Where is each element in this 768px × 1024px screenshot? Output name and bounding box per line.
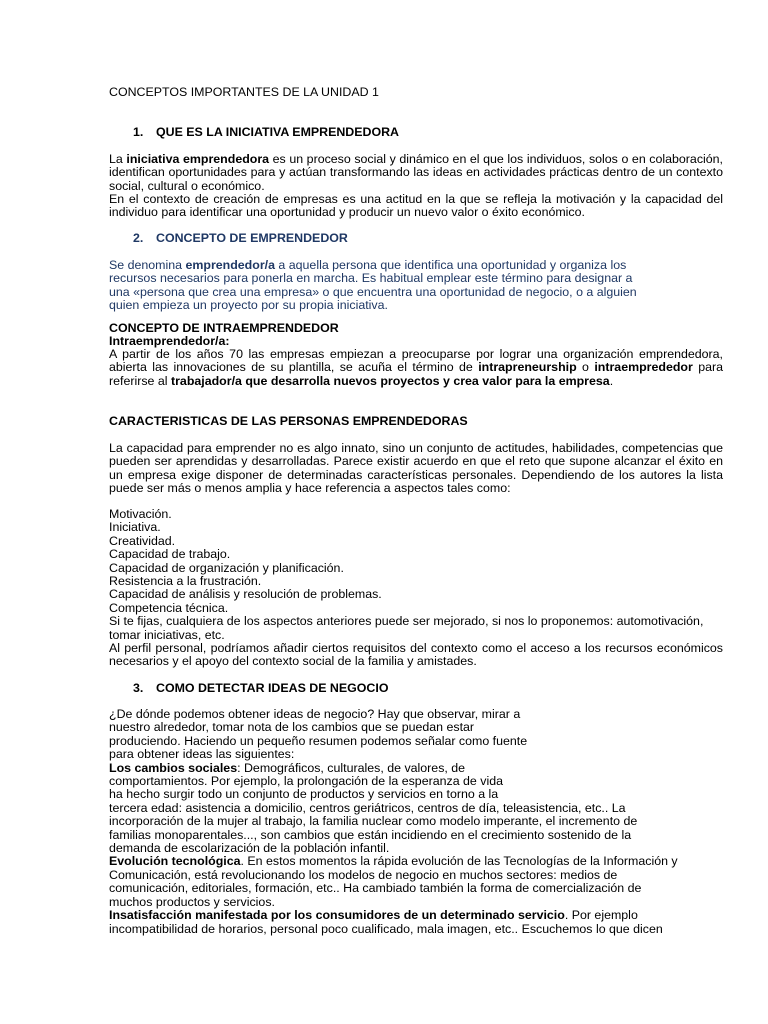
section-1-title: QUE ES LA INICIATIVA EMPRENDEDORA xyxy=(156,125,400,139)
text-line: ¿De dónde podemos obtener ideas de negocio? Hay que observar, mirar a xyxy=(109,707,521,721)
text-run: para referirse al xyxy=(109,360,723,388)
bold-term: intrapreneurship xyxy=(478,360,577,375)
text-line: tomar iniciativas, etc. xyxy=(109,627,225,642)
text-line: produciendo. Haciendo un pequeño resumen podemos señalar como fuente xyxy=(109,733,528,748)
text-line: para obtener ideas las siguientes: xyxy=(109,747,295,762)
intra-paragraph xyxy=(109,348,723,388)
text-line: comportamientos. Por ejemplo, la prolongación de la esperanza de vida xyxy=(109,774,503,789)
section-1-paragraph-1 xyxy=(109,153,723,193)
section-3-title: COMO DETECTAR IDEAS DE NEGOCIO xyxy=(156,681,389,695)
text-line: familias monoparentales..., son cambios que están incidiendo en el crecimiento sostenido de la xyxy=(109,827,632,842)
bold-term: emprendedor/a xyxy=(185,258,275,272)
text-line: una «persona que crea una empresa» o que encuentra una oportunidad de negocio, o a alguien xyxy=(109,284,637,299)
list-item: Resistencia a la frustración. xyxy=(109,574,262,589)
text-line: tercera edad: asistencia a domicilio, centros geriátricos, centros de día, teleasistencia, etc.. La xyxy=(109,800,626,815)
text-line: incompatibilidad de horarios, personal poco cualificado, mala imagen, etc.. Escuchemos lo que dicen xyxy=(109,921,663,936)
bold-term: Insatisfacción manifestada por los consumidores de un determinado servicio xyxy=(109,908,565,923)
section-1-paragraph-2: En el contexto de creación de empresas es una actitud en la que se refleja la motivación y la capacidad del individuo para identificar una oportunidad y producir un nuevo valor o éxito económico. xyxy=(109,192,723,220)
list-item: Competencia técnica. xyxy=(109,600,229,615)
text-run: o xyxy=(576,360,595,375)
text-run: La xyxy=(109,152,127,166)
text-line: Si te fijas, cualquiera de los aspectos anteriores puede ser mejorado, si nos lo proponemos: automotivación, xyxy=(109,614,704,629)
bold-term: trabajador/a que desarrolla nuevos proyectos y crea valor para la empresa xyxy=(170,373,610,388)
text-line xyxy=(109,855,723,868)
list-item: Motivación. xyxy=(109,507,172,521)
list-item: Iniciativa. xyxy=(109,520,161,535)
bold-term: Evolución tecnológica xyxy=(109,854,241,869)
characteristics-profile: Al perfil personal, podríamos añadir ciertos requisitos del contexto como el acceso a los recursos económicos necesarios y el apoyo del contexto social de la familia y amistades. xyxy=(109,641,723,669)
list-item: Capacidad de análisis y resolución de problemas. xyxy=(109,587,382,602)
text-line xyxy=(109,762,723,775)
list-item: Capacidad de organización y planificación. xyxy=(109,560,344,575)
text-line: ha hecho surgir todo un conjunto de productos y servicios en torno a la xyxy=(109,787,499,802)
text-line: Comunicación, está revolucionando los modelos de negocio en muchos sectores: medios de xyxy=(109,867,618,882)
section-2-number: 2. xyxy=(133,231,144,245)
list-item: Creatividad. xyxy=(109,533,176,548)
text-run: es un proceso social y dinámico en el que los individuos, solos o en colaboración, identifican oportunidades para y actúan transformando las ideas en actividades prácticas dentro de un contexto social, cultural o económico. xyxy=(109,152,723,193)
characteristics-title: CARACTERISTICAS DE LAS PERSONAS EMPRENDEDORAS xyxy=(109,414,468,428)
text-line: incorporación de la mujer al trabajo, la familia nuclear como modelo imperante, el incremento de xyxy=(109,814,638,829)
section-3-body xyxy=(109,708,723,936)
section-2-paragraph xyxy=(109,259,723,313)
text-line xyxy=(109,909,723,922)
intra-subtitle: Intraemprendedor/a: xyxy=(109,334,230,348)
list-item: Capacidad de trabajo. xyxy=(109,547,231,562)
text-run: . En estos momentos la rápida evolución de las Tecnologías de la Información y xyxy=(240,854,678,869)
section-2-title: CONCEPTO DE EMPRENDEDOR xyxy=(156,231,348,245)
bold-term: intraemprededor xyxy=(594,360,693,375)
text-run: : Demográficos, culturales, de valores, de xyxy=(237,760,466,775)
text-run: A partir de los años 70 las empresas empiezan a preocuparse por lograr una organización emprendedora, abierta las innovaciones de su plantilla, se acuña el término de xyxy=(109,347,723,375)
text-line: quien empieza un proyecto por su propia iniciativa. xyxy=(109,298,388,313)
bold-term: Los cambios sociales xyxy=(109,760,238,775)
text-run: . xyxy=(609,373,614,388)
characteristics-list xyxy=(109,508,723,642)
text-line: muchos productos y servicios. xyxy=(109,894,275,909)
characteristics-intro: La capacidad para emprender no es algo innato, sino un conjunto de actitudes, habilidades, competencias que pueden ser aprendidas y desarrolladas. Parece existir acuerdo en que el reto que supone alcanzar el éxito en un empresa exige disponer de determinadas características personales. Dependiendo de los autores la lista puede ser más o menos amplia y hace referencia a aspectos tales como: xyxy=(109,441,723,496)
text-run: . Por ejemplo xyxy=(564,908,638,923)
text-run: a aquella persona que identifica una oportunidad y organiza los xyxy=(274,258,627,272)
text-line xyxy=(109,259,723,272)
text-run: Se denomina xyxy=(109,258,186,272)
text-line: comunicación, editoriales, formación, etc.. Ha cambiado también la forma de comercialización de xyxy=(109,881,642,896)
document-title: CONCEPTOS IMPORTANTES DE LA UNIDAD 1 xyxy=(109,85,379,99)
text-line: nuestro alrededor, tomar nota de los cambios que se puedan estar xyxy=(109,720,475,735)
bold-term: iniciativa emprendedora xyxy=(126,152,270,166)
section-3-number: 3. xyxy=(133,681,144,695)
section-1-number: 1. xyxy=(133,125,144,139)
intra-title: CONCEPTO DE INTRAEMPRENDEDOR xyxy=(109,321,339,335)
text-line: recursos necesarios para ponerla en marcha. Es habitual emplear este término para designar a xyxy=(109,271,633,286)
text-line: demanda de escolarización de la población infantil. xyxy=(109,841,390,856)
